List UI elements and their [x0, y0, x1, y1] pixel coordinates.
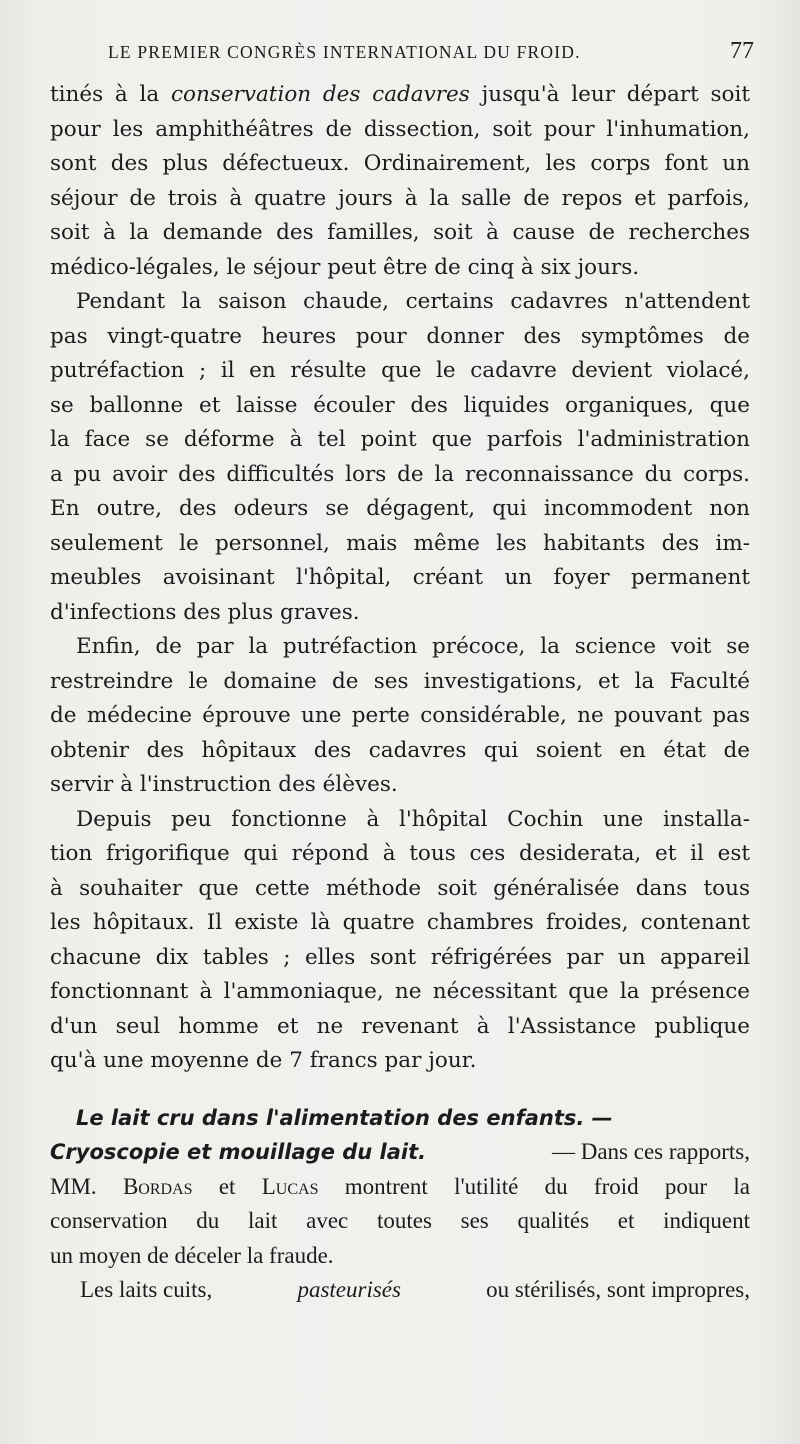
text-line: [50, 354, 750, 389]
text-span: séjour de trois à quatre jours à la salle de repos et parfois,: [50, 185, 750, 211]
page-number: 77: [730, 38, 754, 64]
text-line: [50, 285, 750, 320]
text-span: pour les amphithéâtres de dissection, soit pour l'inhumation,: [50, 116, 750, 142]
italic-span: pasteurisés: [297, 1277, 401, 1302]
text-line: [50, 458, 750, 493]
text-span: Depuis peu fonctionne à l'hôpital Cochin une installa-: [76, 806, 750, 832]
page-header: [108, 38, 758, 68]
text-line: [50, 941, 750, 976]
text-line: [50, 78, 750, 113]
text-line: [50, 147, 750, 182]
text-line: [50, 975, 750, 1010]
text-span: et: [192, 1173, 262, 1199]
text-span: qu'à une moyenne de 7 francs par jour.: [50, 1048, 477, 1073]
text-span: Enfin, de par la putréfaction précoce, la science voit se: [76, 634, 750, 659]
paragraph: [50, 803, 750, 1079]
body-text: [50, 78, 750, 1308]
section-heading-line: [50, 1135, 750, 1170]
text-line: [50, 906, 750, 941]
text-line: [50, 803, 750, 838]
paragraph: [50, 285, 750, 630]
text-span: se ballonne et laisse écouler des liquides organiques, que: [50, 392, 750, 418]
text-span: soit à la demande des familles, soit à cause de recherches: [50, 220, 750, 245]
italic-span: conservation des cadavres: [170, 82, 470, 107]
section-subheading: Cryoscopie et mouillage du lait.: [50, 1140, 427, 1164]
text-line: [50, 1010, 750, 1045]
text-span: la face se déforme à tel point que parfois l'administration: [50, 427, 750, 452]
section-milk: [50, 1101, 750, 1308]
running-title: LE PREMIER CONGRÈS INTERNATIONAL DU FROID.: [108, 42, 581, 62]
text-span: seulement le personnel, mais même les habitants des im-: [50, 530, 750, 556]
text-span: tion frigorifique qui répond à tous ces desiderata, et il est: [50, 841, 750, 866]
text-span: jusqu'à leur départ soit: [469, 82, 750, 107]
text-line: un moyen de déceler la fraude.: [50, 1242, 334, 1268]
text-line: conservation du lait avec toutes ses qualités et indiquent: [50, 1208, 750, 1233]
text-span: MM.: [50, 1173, 123, 1199]
text-line: [50, 182, 750, 217]
text-span: servir à l'instruction des élèves.: [50, 772, 398, 797]
text-line: [50, 561, 750, 596]
text-line: [50, 251, 750, 286]
paragraphs: [50, 78, 750, 1079]
text-line: [50, 872, 750, 907]
text-span: les hôpitaux. Il existe là quatre chambres froides, contenant: [50, 910, 750, 935]
text-span: ou stérilisés, sont impropres,: [480, 1277, 750, 1302]
text-span: Pendant la saison chaude, certains cadavres n'attendent: [76, 289, 750, 314]
text-span: pas vingt-quatre heures pour donner des symptômes de: [50, 323, 750, 349]
text-span: médico-légales, le séjour peut être de cinq à six jours.: [50, 254, 640, 280]
text-line: [50, 320, 750, 355]
text-line: [50, 768, 750, 803]
text-span: tinés à la: [50, 82, 171, 107]
text-line: [50, 492, 750, 527]
paragraph: [50, 630, 750, 803]
text-span: chacune dix tables ; elles sont réfrigérées par un appareil: [50, 944, 750, 970]
text-line: [50, 389, 750, 424]
paragraph: [50, 78, 750, 285]
text-span: de médecine éprouve une perte considérable, ne pouvant pas: [50, 703, 750, 728]
text-span: Les laits cuits,: [80, 1277, 218, 1302]
section-spacer: [50, 1079, 750, 1101]
text-span: montrent l'utilité du froid pour la: [318, 1173, 750, 1199]
section-heading-line: [50, 1101, 750, 1136]
text-span: En outre, des odeurs se dégagent, qui incommodent non: [50, 496, 750, 521]
text-line: [50, 630, 750, 665]
section-intro-text: — Dans ces rapports,: [546, 1139, 750, 1164]
text-span: d'un seul homme et ne revenant à l'Assistance publique: [50, 1013, 750, 1039]
author-name: Bordas: [122, 1173, 193, 1199]
text-line: [50, 837, 750, 872]
text-line: [50, 1273, 750, 1308]
text-line: [50, 1170, 750, 1205]
text-span: d'infections des plus graves.: [50, 599, 360, 625]
text-span: à souhaiter que cette méthode soit généralisée dans tous: [50, 875, 750, 901]
text-line: [50, 113, 750, 148]
text-span: restreindre le domaine de ses investigations, et la Faculté: [50, 668, 750, 694]
text-span: sont des plus défectueux. Ordinairement, les corps font un: [50, 151, 750, 176]
text-span: meubles avoisinant l'hôpital, créant un foyer permanent: [50, 565, 750, 590]
text-line: [50, 1044, 750, 1079]
text-line: [50, 216, 750, 251]
text-line: [50, 665, 750, 700]
text-span: putréfaction ; il en résulte que le cadavre devient violacé,: [50, 358, 750, 383]
author-name: Lucas: [261, 1173, 319, 1199]
text-span: obtenir des hôpitaux des cadavres qui soient en état de: [50, 737, 750, 763]
section-heading: Le lait cru dans l'alimentation des enfants. —: [76, 1105, 613, 1130]
text-span: fonctionnant à l'ammoniaque, ne nécessitant que la présence: [50, 979, 750, 1004]
text-line: [50, 734, 750, 769]
text-line: [50, 699, 750, 734]
text-line: [50, 527, 750, 562]
text-span: a pu avoir des difficultés lors de la reconnaissance du corps.: [50, 461, 750, 487]
text-line: [50, 596, 750, 631]
text-line: [50, 423, 750, 458]
